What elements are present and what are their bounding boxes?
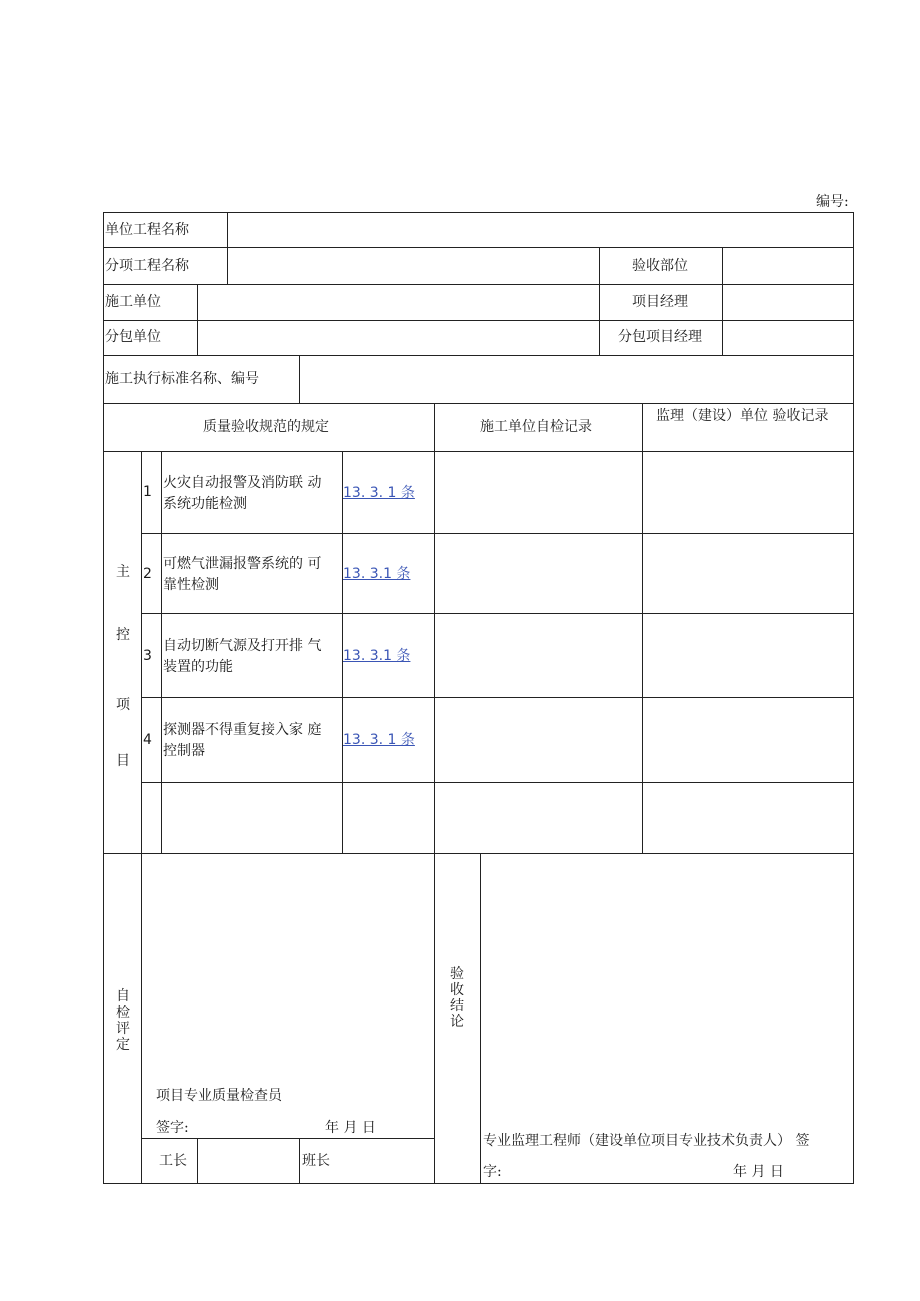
item-text-line2: 控制器 (163, 743, 205, 759)
foreman-field[interactable] (198, 1139, 299, 1183)
engineer-label: 专业监理工程师（建设单位项目专业技术负责人） 签 (483, 1133, 810, 1149)
number-label: 编号: (816, 194, 849, 210)
self-check-cell[interactable] (435, 614, 642, 697)
conclusion-label-char: 收 (450, 982, 464, 998)
subcontract-unit-field[interactable] (198, 321, 599, 355)
construction-unit-field[interactable] (198, 285, 599, 320)
project-manager-label: 项目经理 (632, 294, 688, 310)
clause-link[interactable]: 13. 3.1 条 (343, 566, 411, 582)
item-text-line1: 探测器不得重复接入家 庭 (163, 722, 322, 738)
unit-project-name-field[interactable] (228, 213, 853, 247)
conclusion-content-area[interactable] (481, 854, 853, 1124)
empty-item-cell[interactable] (162, 783, 342, 853)
construction-unit-label: 施工单位 (105, 294, 161, 310)
clause-link[interactable]: 13. 3. 1 条 (343, 732, 415, 748)
item-text-line2: 系统功能检测 (163, 496, 247, 512)
item-text-line2: 靠性检测 (163, 577, 219, 593)
item-text-line2: 装置的功能 (163, 659, 233, 675)
sub-project-name-field[interactable] (228, 248, 599, 284)
self-check-cell[interactable] (435, 698, 642, 782)
supervision-cell[interactable] (643, 452, 853, 533)
main-control-label-char: 目 (116, 753, 130, 769)
standard-field[interactable] (300, 356, 853, 403)
self-check-column-header: 施工单位自检记录 (480, 419, 592, 435)
standard-label: 施工执行标准名称、编号 (105, 371, 259, 387)
signature-label: 签字: (156, 1120, 189, 1136)
item-text-line1: 火灾自动报警及消防联 动 (163, 475, 322, 491)
self-check-cell[interactable] (435, 783, 642, 853)
item-number: 4 (143, 732, 152, 748)
supervision-cell[interactable] (643, 614, 853, 697)
spec-column-header: 质量验收规范的规定 (203, 419, 329, 435)
date-label: 年 月 日 (325, 1120, 376, 1136)
subcontract-unit-label: 分包单位 (105, 329, 161, 345)
supervision-cell[interactable] (643, 783, 853, 853)
acceptance-part-label: 验收部位 (632, 258, 688, 274)
acceptance-part-field[interactable] (723, 248, 853, 284)
self-check-cell[interactable] (435, 534, 642, 613)
self-eval-label-char: 定 (116, 1037, 130, 1053)
subcontract-manager-field[interactable] (723, 321, 853, 355)
inspector-label: 项目专业质量检查员 (156, 1088, 282, 1104)
clause-link[interactable]: 13. 3. 1 条 (343, 485, 415, 501)
supervision-column-header: 监理（建设）单位 验收记录 (656, 408, 829, 424)
sub-project-name-label: 分项工程名称 (105, 258, 189, 274)
foreman-label: 工长 (159, 1153, 187, 1169)
self-eval-label-char: 评 (116, 1021, 130, 1037)
item-text-line1: 自动切断气源及打开排 气 (163, 638, 322, 654)
conclusion-date-label: 年 月 日 (733, 1164, 784, 1180)
item-number: 2 (143, 566, 152, 582)
unit-project-name-label: 单位工程名称 (105, 222, 189, 238)
self-eval-label-char: 检 (116, 1005, 130, 1021)
supervision-cell[interactable] (643, 534, 853, 613)
conclusion-label-char: 验 (450, 966, 464, 982)
project-manager-field[interactable] (723, 285, 853, 320)
self-eval-label-char: 自 (116, 988, 130, 1004)
main-control-label-char: 主 (116, 564, 130, 580)
main-control-label-char: 控 (116, 627, 130, 643)
team-leader-field[interactable] (350, 1139, 434, 1183)
team-leader-label: 班长 (302, 1153, 330, 1169)
subcontract-manager-label: 分包项目经理 (618, 329, 702, 345)
main-control-label-char: 项 (116, 697, 130, 713)
clause-link[interactable]: 13. 3.1 条 (343, 648, 411, 664)
self-check-cell[interactable] (435, 452, 642, 533)
conclusion-label-char: 论 (450, 1014, 464, 1030)
self-eval-content-area[interactable] (142, 854, 434, 1084)
supervision-cell[interactable] (643, 698, 853, 782)
item-text-line1: 可燃气泄漏报警系统的 可 (163, 556, 322, 572)
item-number: 1 (143, 484, 152, 500)
item-number: 3 (143, 648, 152, 664)
conclusion-signature-label: 字: (483, 1164, 502, 1180)
conclusion-label-char: 结 (450, 998, 464, 1014)
